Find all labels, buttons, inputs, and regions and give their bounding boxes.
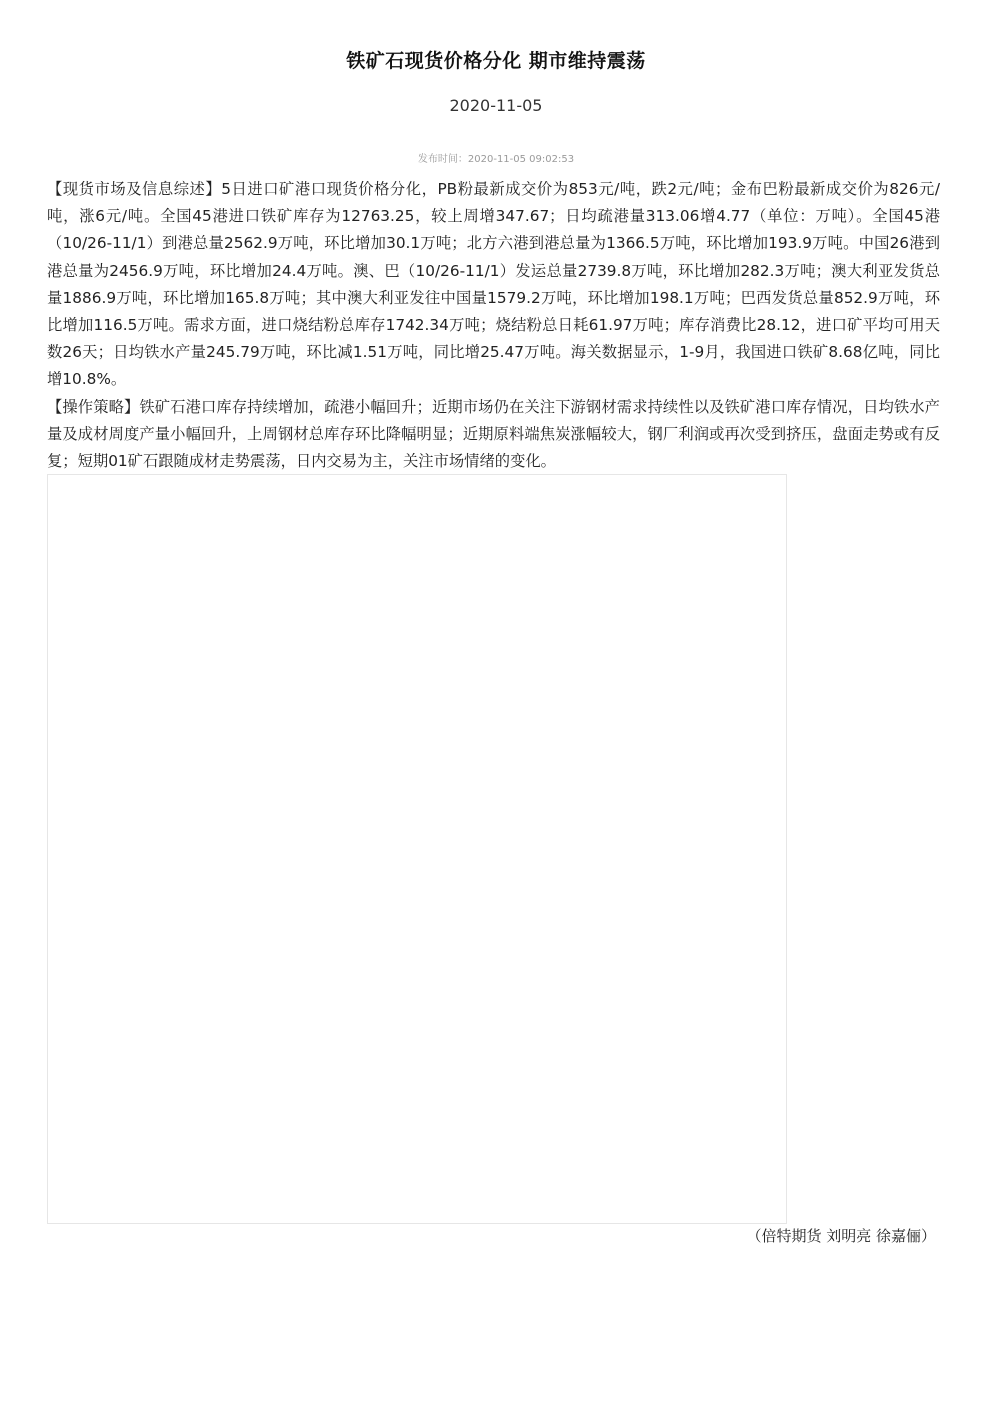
paragraph-heading: 【操作策略】 (47, 397, 140, 416)
article-source: （倍特期货 刘明亮 徐嘉俪） (746, 1227, 936, 1245)
paragraph-text: 铁矿石港口库存持续增加，疏港小幅回升；近期市场仍在关注下游钢材需求持续性以及铁矿港口库存情况，日均铁水产量及成材周度产量小幅回升，上周钢材总库存环比降幅明显；近期原料端焦炭涨幅较大，钢厂利润或再次受到挤压，盘面走势或有反复；短期01矿石跟随成材走势震荡，日内交易为主，关注市场情绪的变化。 (47, 397, 940, 471)
paragraph-market-summary (47, 176, 940, 394)
article-body (47, 176, 940, 475)
publish-time-label: 发布时间： (417, 154, 468, 165)
publish-time (0, 150, 992, 165)
article-image-placeholder (47, 474, 787, 1224)
paragraph-heading: 【现货市场及信息综述】 (47, 180, 222, 198)
article-date: 2020-11-05 (449, 96, 543, 115)
paragraph-text: 5日进口矿港口现货价格分化，PB粉最新成交价为853元/吨，跌2元/吨；金布巴粉最新成交价为826元/吨，涨6元/吨。全国45港进口铁矿库存为12763.25，较上周增347.67；日均疏港量313.06增4.77（单位：万吨）。全国45港（10/26-11/1）到港总量2562.9万吨，环比增加30.1万吨；北方六港到港总量为1366.5万吨，环比增加193.9万吨。中国26港到港总量为2456.9万吨，环比增加24.4万吨。澳、巴（10/26-11/1）发运总量2739.8万吨，环比增加282.3万吨；澳大利亚发货总量1886.9万吨，环比增加165.8万吨；其中澳大利亚发往中国量1579.2万吨，环比增加198.1万吨；巴西发货总量852.9万吨，环比增加116.5万吨。需求方面，进口烧结粉总库存1742.34万吨；烧结粉总日耗61.97万吨；库存消费比28.12，进口矿平均可用天数26天；日均铁水产量245.79万吨，环比减1.51万吨，同比增25.47万吨。海关数据显示，1-9月，我国进口铁矿8.68亿吨，同比增10.8%。 (47, 180, 940, 389)
paragraph-strategy (47, 394, 940, 476)
publish-time-value: 2020-11-05 09:02:53 (467, 154, 575, 165)
article-title: 铁矿石现货价格分化 期市维持震荡 (346, 50, 646, 72)
